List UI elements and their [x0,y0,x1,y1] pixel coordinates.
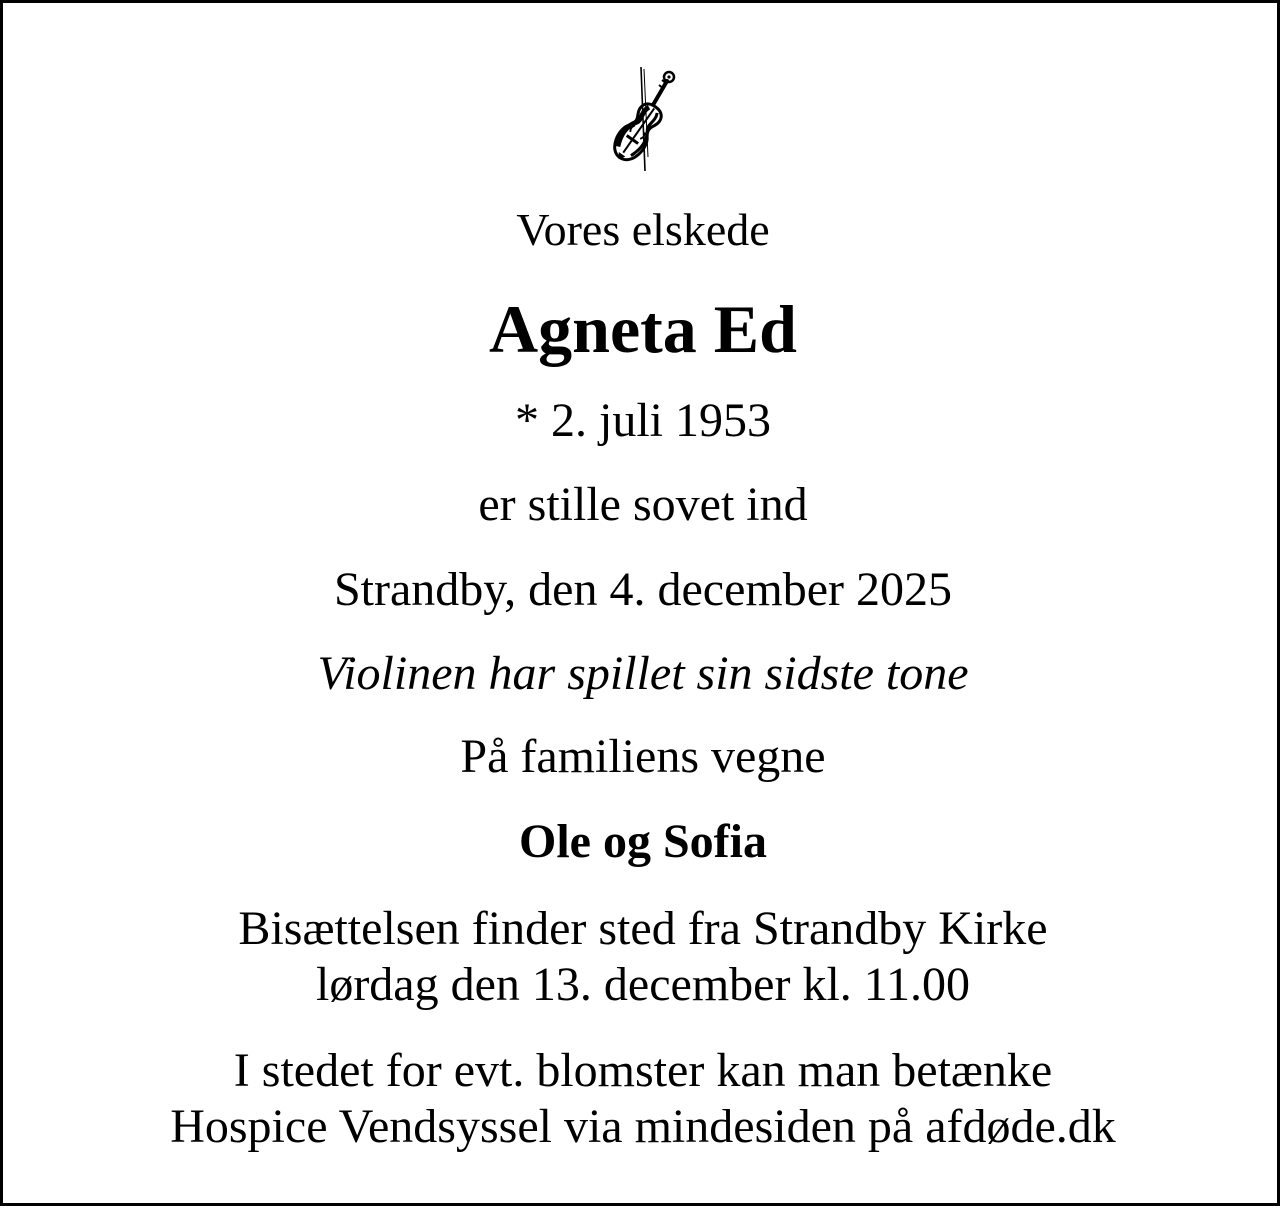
funeral-line: Bisættelsen finder sted fra Strandby Kirke [238,902,1048,955]
donation-line: Hospice Vendsyssel via mindesiden på afdøde.dk [170,1100,1116,1153]
intro-text: Vores elskede [516,204,770,255]
place-and-date: Strandby, den 4. december 2025 [333,563,953,616]
violin-icon [599,65,685,173]
birth-date: * 2. juli 1953 [514,394,771,447]
donation-line: I stedet for evt. blomster kan man betænke [233,1044,1053,1097]
on-behalf-text: På familiens vegne [460,730,826,783]
funeral-line: lørdag den 13. december kl. 11.00 [315,958,971,1011]
signers-names: Ole og Sofia [519,815,767,868]
memorial-quote: Violinen har spillet sin sidste tone [317,647,969,700]
passing-text: er stille sovet ind [478,478,808,531]
donation-details [3,1043,1280,1155]
funeral-details [3,901,1280,1013]
deceased-name: Agneta Ed [489,291,797,367]
